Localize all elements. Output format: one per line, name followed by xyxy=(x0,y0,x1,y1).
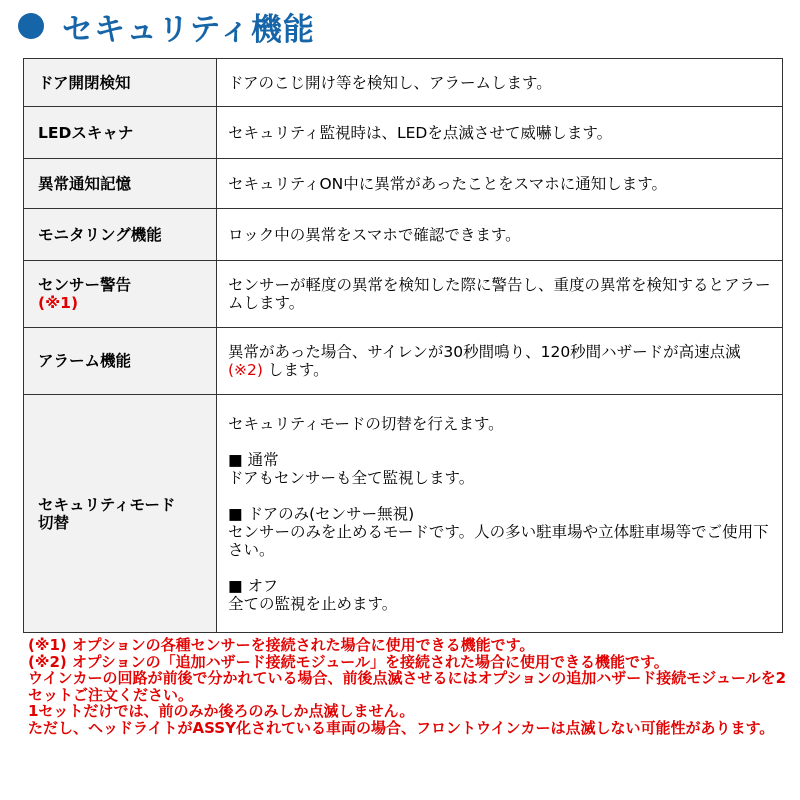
feature-label-text: センサー警告 xyxy=(38,276,132,294)
feature-label: モニタリング機能 xyxy=(24,209,217,261)
feature-label-text: 切替 xyxy=(38,513,70,532)
feature-description xyxy=(217,395,783,633)
footnote-ref: (※1) xyxy=(38,294,79,312)
footnote-line: (※1) オプションの各種センサーを接続された場合に使用できる機能です。 xyxy=(28,636,535,654)
footnote-line: 1セットだけでは、前のみか後ろのみしか点滅しません。 xyxy=(28,702,415,721)
mode-name: ■ オフ xyxy=(228,576,279,595)
feature-label xyxy=(24,395,217,633)
feature-description: ロック中の異常をスマホで確認できます。 xyxy=(217,209,783,261)
mode-text: センサーのみを止めるモードです。人の多い駐車場や立体駐車場等でご使用下さい。 xyxy=(228,522,769,559)
table-row xyxy=(24,328,783,395)
table-row xyxy=(24,395,783,633)
feature-description: セキュリティON中に異常があったことをスマホに通知します。 xyxy=(217,159,783,209)
feature-description: ドアのこじ開け等を検知し、アラームします。 xyxy=(217,59,783,107)
feature-description xyxy=(217,328,783,395)
bullet-circle-icon xyxy=(18,13,44,39)
footnote-ref: (※2) xyxy=(228,361,263,379)
feature-label: 異常通知記憶 xyxy=(24,159,217,209)
feature-label: LEDスキャナ xyxy=(24,107,217,159)
mode-text: ドアもセンサーも全て監視します。 xyxy=(228,468,475,487)
mode-name: ■ ドアのみ(センサー無視) xyxy=(228,504,415,523)
mode-intro: セキュリティモードの切替を行えます。 xyxy=(228,414,504,433)
feature-description: セキュリティ監視時は、LEDを点滅させて威嚇します。 xyxy=(217,107,783,159)
table-row xyxy=(24,209,783,261)
table-row xyxy=(24,107,783,159)
table-row xyxy=(24,59,783,107)
mode-name: ■ 通常 xyxy=(228,450,279,469)
table-row xyxy=(24,261,783,328)
feature-label: ドア開閉検知 xyxy=(24,59,217,107)
section-header xyxy=(18,6,315,46)
footnote-line: ウインカーの回路が前後で分かれている場合、前後点滅させるにはオプションの追加ハザード接続モジュールを2セットご注文ください。 xyxy=(28,669,787,704)
table-row xyxy=(24,159,783,209)
feature-label-text: セキュリティモード xyxy=(38,495,176,514)
footnote-line: ただし、ヘッドライトがASSY化されている車両の場合、フロントウインカーは点滅しない可能性があります。 xyxy=(28,718,775,737)
mode-text: 全ての監視を止めます。 xyxy=(228,594,398,613)
feature-label: アラーム機能 xyxy=(24,328,217,395)
feature-table xyxy=(23,58,783,633)
page-title: セキュリティ機能 xyxy=(62,11,315,48)
footnotes xyxy=(28,637,788,737)
feature-description: センサーが軽度の異常を検知した際に警告し、重度の異常を検知するとアラームします。 xyxy=(217,261,783,328)
description-text: 異常があった場合、サイレンが30秒間鳴り、120秒間ハザードが高速点滅 xyxy=(228,343,741,361)
footnote-line: (※2) オプションの「追加ハザード接続モジュール」を接続された場合に使用できる機能です。 xyxy=(28,652,669,671)
feature-label xyxy=(24,261,217,328)
description-text: します。 xyxy=(267,361,329,379)
